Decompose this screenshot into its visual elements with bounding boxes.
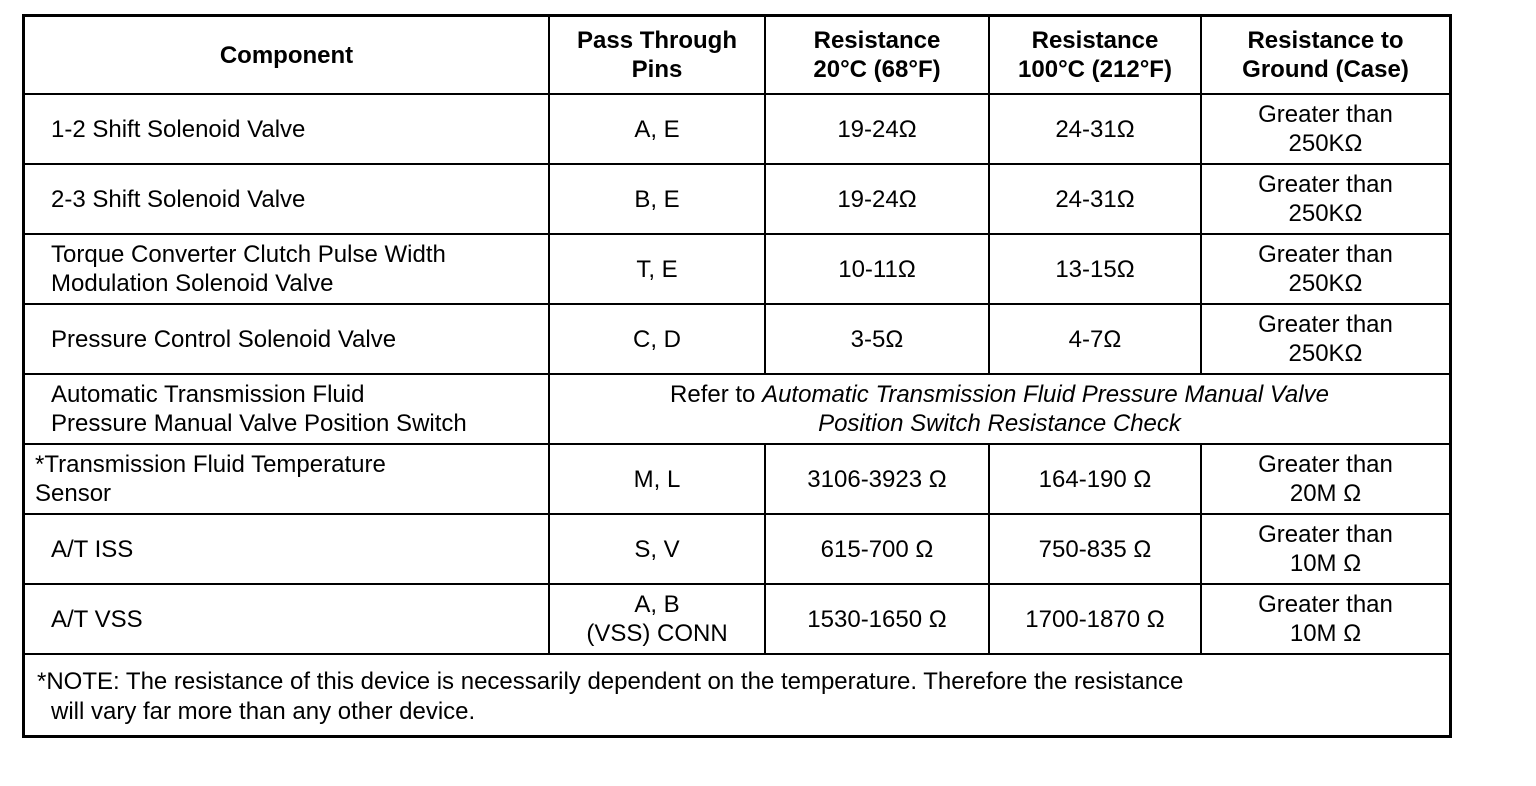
footnote-line1: *NOTE: The resistance of this device is necessarily dependent on the temperature. Therefore the resistance (37, 668, 1184, 695)
footnote-line2: will vary far more than any other device. (51, 698, 476, 725)
header-resistance-20c: Resistance 20°C (68°F) (765, 17, 989, 94)
cell-component: 2-3 Shift Solenoid Valve (25, 164, 549, 234)
table-row (25, 444, 1449, 514)
cell-pins: B, E (549, 164, 765, 234)
refer-title-line1: Automatic Transmission Fluid Pressure Manual Valve (762, 381, 1329, 408)
cell-refer-note: Refer to Automatic Transmission Fluid Pressure Manual Valve Position Switch Resistance Check (549, 374, 1449, 444)
cell-resistance-20c: 615-700 Ω (765, 514, 989, 584)
cell-resistance-20c: 3-5Ω (765, 304, 989, 374)
cell-resistance-100c: 4-7Ω (989, 304, 1201, 374)
cell-resistance-100c: 164-190 Ω (989, 444, 1201, 514)
table-row (25, 584, 1449, 654)
cell-component: 1-2 Shift Solenoid Valve (25, 94, 549, 164)
cell-resistance-20c: 1530-1650 Ω (765, 584, 989, 654)
cell-resistance-ground: Greater than 10M Ω (1201, 584, 1449, 654)
header-pins: Pass Through Pins (549, 17, 765, 94)
cell-component: A/T ISS (25, 514, 549, 584)
cell-resistance-ground: Greater than 20M Ω (1201, 444, 1449, 514)
header-component: Component (25, 17, 549, 94)
cell-resistance-100c: 13-15Ω (989, 234, 1201, 304)
cell-resistance-100c: 24-31Ω (989, 94, 1201, 164)
table-row-refer (25, 374, 1449, 444)
cell-resistance-100c: 750-835 Ω (989, 514, 1201, 584)
cell-pins: C, D (549, 304, 765, 374)
cell-resistance-ground: Greater than 250KΩ (1201, 304, 1449, 374)
cell-component: *Transmission Fluid Temperature Sensor (25, 444, 549, 514)
cell-pins: A, E (549, 94, 765, 164)
cell-resistance-ground: Greater than 10M Ω (1201, 514, 1449, 584)
table-row (25, 164, 1449, 234)
resistance-spec-table (25, 17, 1449, 655)
table-row (25, 94, 1449, 164)
cell-component: A/T VSS (25, 584, 549, 654)
footnote (37, 667, 1437, 727)
resistance-spec-table-frame (22, 14, 1452, 738)
cell-pins: S, V (549, 514, 765, 584)
header-resistance-ground: Resistance to Ground (Case) (1201, 17, 1449, 94)
header-row (25, 17, 1449, 94)
cell-resistance-20c: 10-11Ω (765, 234, 989, 304)
cell-component: Torque Converter Clutch Pulse Width Modulation Solenoid Valve (25, 234, 549, 304)
cell-pins: T, E (549, 234, 765, 304)
cell-pins: A, B (VSS) CONN (549, 584, 765, 654)
refer-title-line2: Position Switch Resistance Check (818, 410, 1181, 437)
cell-resistance-20c: 19-24Ω (765, 164, 989, 234)
table-row (25, 234, 1449, 304)
cell-resistance-ground: Greater than 250KΩ (1201, 234, 1449, 304)
table-row (25, 514, 1449, 584)
cell-resistance-ground: Greater than 250KΩ (1201, 164, 1449, 234)
cell-pins: M, L (549, 444, 765, 514)
cell-component: Automatic Transmission Fluid Pressure Manual Valve Position Switch (25, 374, 549, 444)
cell-resistance-20c: 3106-3923 Ω (765, 444, 989, 514)
header-resistance-100c: Resistance 100°C (212°F) (989, 17, 1201, 94)
cell-component: Pressure Control Solenoid Valve (25, 304, 549, 374)
table-row (25, 304, 1449, 374)
cell-resistance-100c: 1700-1870 Ω (989, 584, 1201, 654)
cell-resistance-100c: 24-31Ω (989, 164, 1201, 234)
cell-resistance-20c: 19-24Ω (765, 94, 989, 164)
cell-resistance-ground: Greater than 250KΩ (1201, 94, 1449, 164)
